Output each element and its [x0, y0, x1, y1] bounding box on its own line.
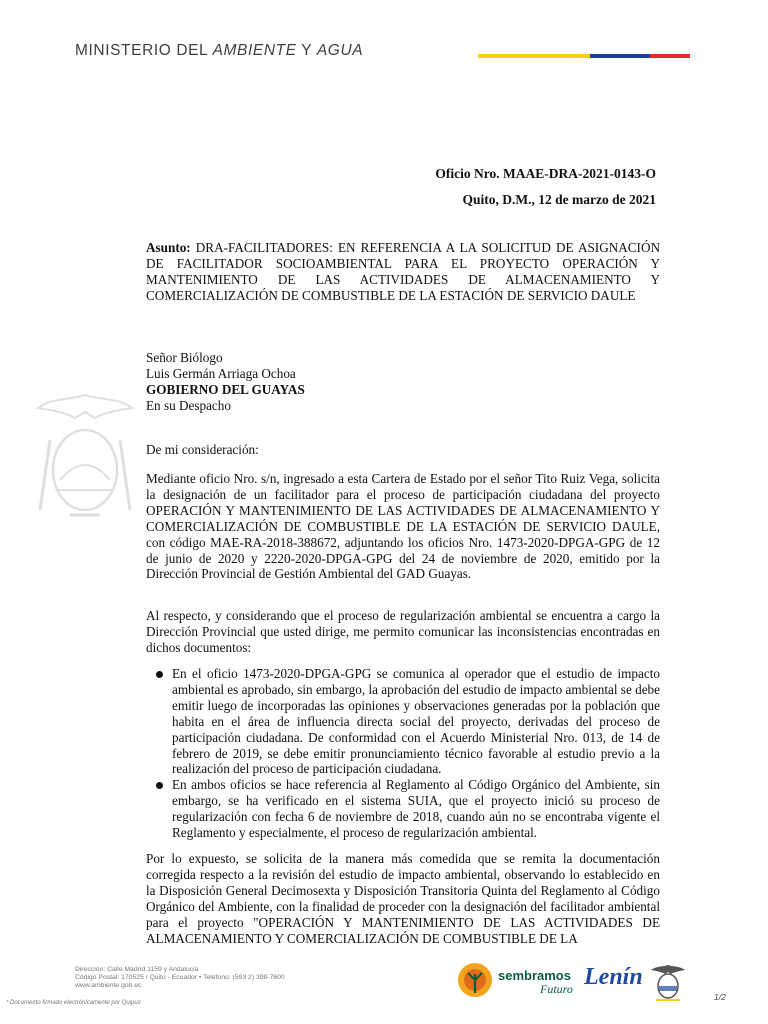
- subject-text: DRA-FACILITADORES: EN REFERENCIA A LA SOLICITUD DE ASIGNACIÓN DE FACILITADOR SOCIOAMBIENTAL PARA EL PROYECTO OPERACIÓN Y MANTENIMIENTO DE LAS ACTIVIDADES DE ALMACENAMIENTO Y COMERCIALIZACIÓN DE COMBUSTIBLE DE LA ESTACIÓN DE SERVICIO DAULE: [146, 240, 660, 303]
- addressee-block: [146, 350, 660, 414]
- footer-postal-line: Código Postal: 170525 / Quito - Ecuador • Teléfono: (593 2) 398-7600: [75, 974, 285, 982]
- bullet-icon: [156, 782, 163, 789]
- signature-note: * Documento firmado electrónicamente por Quipux: [6, 1000, 141, 1006]
- sembramos-logo-text: sembramos: [498, 968, 571, 983]
- footer-address: [75, 966, 285, 991]
- paragraph-1: Mediante oficio Nro. s/n, ingresado a esta Cartera de Estado por el señor Tito Ruiz Vega, solicita la designación de un facilitador para el proceso de participación ciudadana del proyecto OPERACIÓN Y MANTENIMIENTO DE LAS ACTIVIDADES DE ALMACENAMIENTO Y COMERCIALIZACIÓN DE COMBUSTIBLE DE LA ESTACIÓN DE SERVICIO DAULE, con código MAE-RA-2018-388672, adjuntando los oficios Nro. 1473-2020-DPGA-GPG de 12 de junio de 2020 y 2220-2020-DPGA-GPG del 24 de noviembre de 2020, emitido por la Dirección Provincial de Gestión Ambiental del GAD Guayas.: [146, 471, 660, 582]
- oficio-number: Oficio Nro. MAAE-DRA-2021-0143-O: [435, 166, 656, 181]
- document-date: Quito, D.M., 12 de marzo de 2021: [462, 192, 656, 207]
- addressee-despacho: En su Despacho: [146, 397, 231, 413]
- bullet-list: [146, 666, 660, 841]
- page-number: 1/2: [714, 992, 726, 1002]
- addressee-title: Señor Biólogo: [146, 350, 223, 365]
- flag-stripe-yellow: [478, 54, 590, 58]
- ministry-title-part1: MINISTERIO DEL: [75, 42, 213, 59]
- ministry-title-part2: AMBIENTE: [212, 42, 297, 59]
- paragraph-2: Al respecto, y considerando que el proceso de regularización ambiental se encuentra a cargo la Dirección Provincial que usted dirige, me permito comunicar las inconsistencias encontradas en dichos documentos:: [146, 608, 660, 655]
- ecuador-coat-of-arms-watermark: [30, 390, 140, 530]
- addressee-institution: GOBIERNO DEL GUAYAS: [146, 381, 305, 397]
- ministry-title-part3: Y: [296, 42, 317, 59]
- bullet-text: En el oficio 1473-2020-DPGA-GPG se comunica al operador que el estudio de impacto ambiental es aprobado, sin embargo, la aprobación del estudio de impacto ambiental se debe emitir luego de incorporadas las opiniones y observaciones generadas por la población que habita en el área de influencia directa social del proyecto, derivadas del proceso de participación ciudadana. De conformidad con el Acuerdo Ministerial Nro. 013, de 14 de febrero de 2019, se debe emitir pronunciamiento técnico favorable al estudio previo a la realización del proceso de participación ciudadana.: [172, 666, 660, 777]
- footer-address-line: Dirección: Calle Madrid 1159 y Andalucia: [75, 966, 199, 973]
- paragraph-3: Por lo expuesto, se solicita de la manera más comedida que se remita la documentación corregida respecto a la revisión del estudio de impacto ambiental, observando lo establecido en la Disposición General Decimosexta y Disposición Transitoria Quinta del Reglamento al Código Orgánico del Ambiente, con la finalidad de proceder con la designación del facilitador ambiental para el proyecto "OPERACIÓN Y MANTENIMIENTO DE LAS ACTIVIDADES DE ALMACENAMIENTO Y COMERCIALIZACIÓN DE COMBUSTIBLE DE LA: [146, 851, 660, 946]
- futuro-logo-text: Futuro: [540, 982, 573, 996]
- flag-stripe-blue: [590, 54, 650, 58]
- subject-label: Asunto:: [146, 240, 191, 255]
- bullet-item: [146, 777, 660, 841]
- ministry-title-part4: AGUA: [316, 42, 364, 59]
- bullet-text: En ambos oficios se hace referencia al Reglamento al Código Orgánico del Ambiente, sin embargo, se ha verificado en el sistema SUIA, que el proyecto inició su proceso de regularización con fecha 6 de noviembre de 2018, cuando aún no se encontraba vigente el Reglamento y especialmente, el proceso de regularización ambiental.: [172, 777, 660, 841]
- subject: [146, 240, 660, 304]
- footer-website[interactable]: www.ambiente.gob.ec: [75, 982, 142, 990]
- addressee-name: Luis Germán Arriaga Ochoa: [146, 365, 296, 381]
- greeting: De mi consideración:: [146, 442, 259, 457]
- bullet-icon: [156, 671, 163, 678]
- lenin-logo-text: Lenín: [584, 964, 643, 990]
- ministry-title: [75, 42, 363, 60]
- bullet-item: [146, 666, 660, 777]
- flag-stripe-red: [650, 54, 690, 58]
- ecuador-coat-of-arms-icon: [648, 962, 688, 1002]
